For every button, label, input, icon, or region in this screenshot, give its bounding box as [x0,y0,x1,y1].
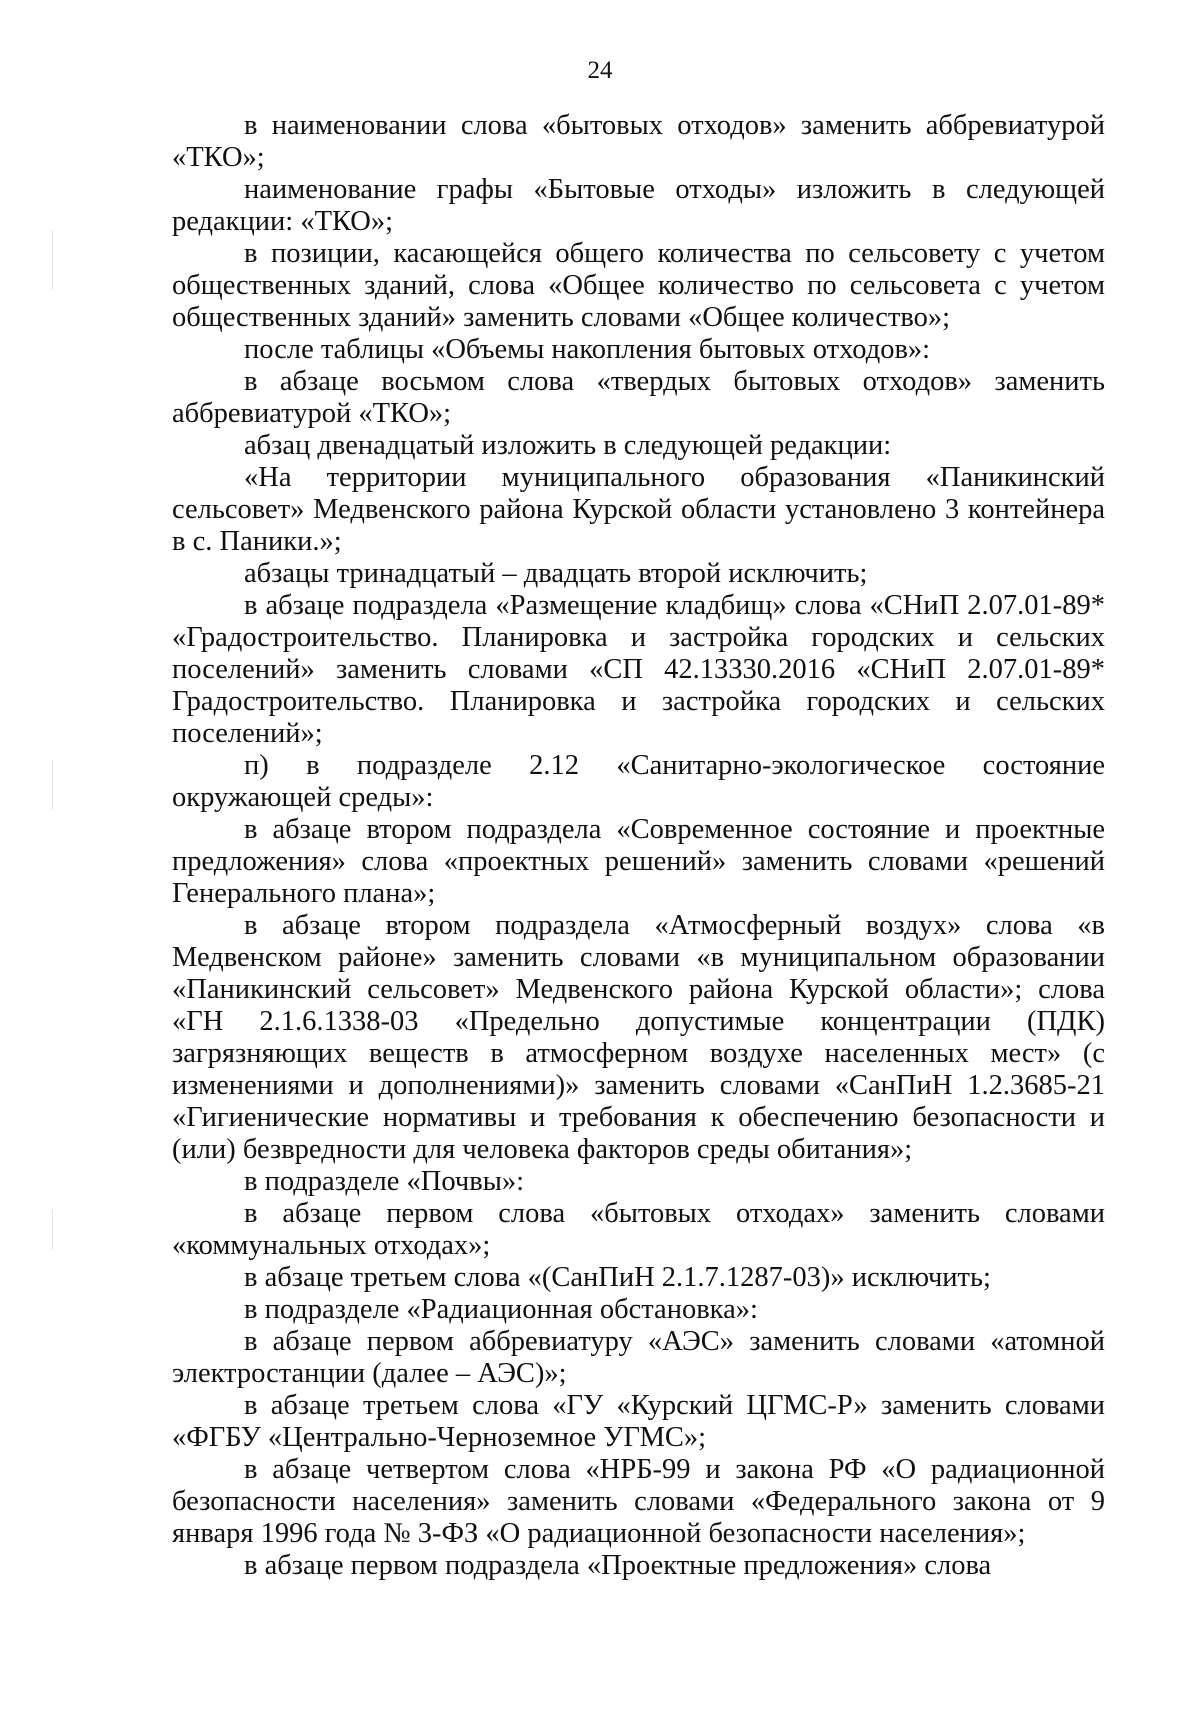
paragraph: в позиции, касающейся общего количества по сельсовету с учетом общественных зданий, слова «Общее количество по сельсовета с учетом общественных зданий» заменить словами «Общее количество»; [172,238,1105,333]
paragraph: в подразделе «Радиационная обстановка»: [244,1294,758,1325]
paragraph: в абзаце первом аббревиатуру «АЭС» заменить словами «атомной электростанции (далее – АЭС)»; [172,1326,1105,1389]
paragraph: в абзаце втором подраздела «Современное состояние и проектные предложения» слова «проектных решений» заменить словами «решений Генерального плана»; [172,814,1105,909]
paragraph: абзац двенадцатый изложить в следующей редакции: [244,430,892,461]
paragraph: в абзаце подраздела «Размещение кладбищ» слова «СНиП 2.07.01-89* «Градостроительство. Планировка и застройка городских и сельских поселений» заменить словами «СП 42.13330.2016 «СНиП 2.07.01-89* Градостроительство. Планировка и застройка городских и сельских поселений»; [172,590,1105,749]
paragraph: в подразделе «Почвы»: [244,1166,525,1197]
paragraph: в абзаце четвертом слова «НРБ-99 и закона РФ «О радиационной безопасности населения» заменить словами «Федерального закона от 9 января 1996 года № 3-ФЗ «О радиационной безопасности населения»; [172,1454,1105,1549]
page-number: 24 [587,57,613,84]
subsection-item: п) в подразделе 2.12 «Санитарно-экологическое состояние окружающей среды»: [172,750,1105,813]
scan-artifact-line [52,760,53,810]
paragraph: в абзаце восьмом слова «твердых бытовых отходов» заменить аббревиатурой «ТКО»; [172,366,1105,429]
paragraph: в абзаце первом подраздела «Проектные предложения» слова [244,1550,992,1581]
paragraph: в абзаце первом слова «бытовых отходах» заменить словами «коммунальных отходах»; [172,1198,1105,1261]
paragraph: абзацы тринадцатый – двадцать второй исключить; [244,558,868,589]
quoted-paragraph: «На территории муниципального образования «Паникинский сельсовет» Медвенского района Курской области установлено 3 контейнера в с. Паники.»; [172,462,1105,557]
paragraph: наименование графы «Бытовые отходы» изложить в следующей редакции: «ТКО»; [172,174,1105,237]
paragraph: в абзаце третьем слова «(СанПиН 2.1.7.1287-03)» исключить; [244,1262,991,1293]
paragraph: в наименовании слова «бытовых отходов» заменить аббревиатурой «ТКО»; [172,110,1105,173]
scan-artifact-line [52,1210,53,1250]
paragraph: в абзаце третьем слова «ГУ «Курский ЦГМС-Р» заменить словами «ФГБУ «Центрально-Черноземное УГМС»; [172,1390,1105,1453]
document-body [172,110,1105,1582]
paragraph: в абзаце втором подраздела «Атмосферный воздух» слова «в Медвенском районе» заменить словами «в муниципальном образовании «Паникинский сельсовет» Медвенского района Курской области»; слова «ГН 2.1.6.1338-03 «Предельно допустимые концентрации (ПДК) загрязняющих веществ в атмосферном воздухе населенных мест» (с изменениями и дополнениями)» заменить словами «СанПиН 1.2.3685-21 «Гигиенические нормативы и требования к обеспечению безопасности и (или) безвредности для человека факторов среды обитания»; [172,910,1105,1165]
paragraph: после таблицы «Объемы накопления бытовых отходов»: [244,334,931,365]
scan-artifact-line [52,230,53,290]
